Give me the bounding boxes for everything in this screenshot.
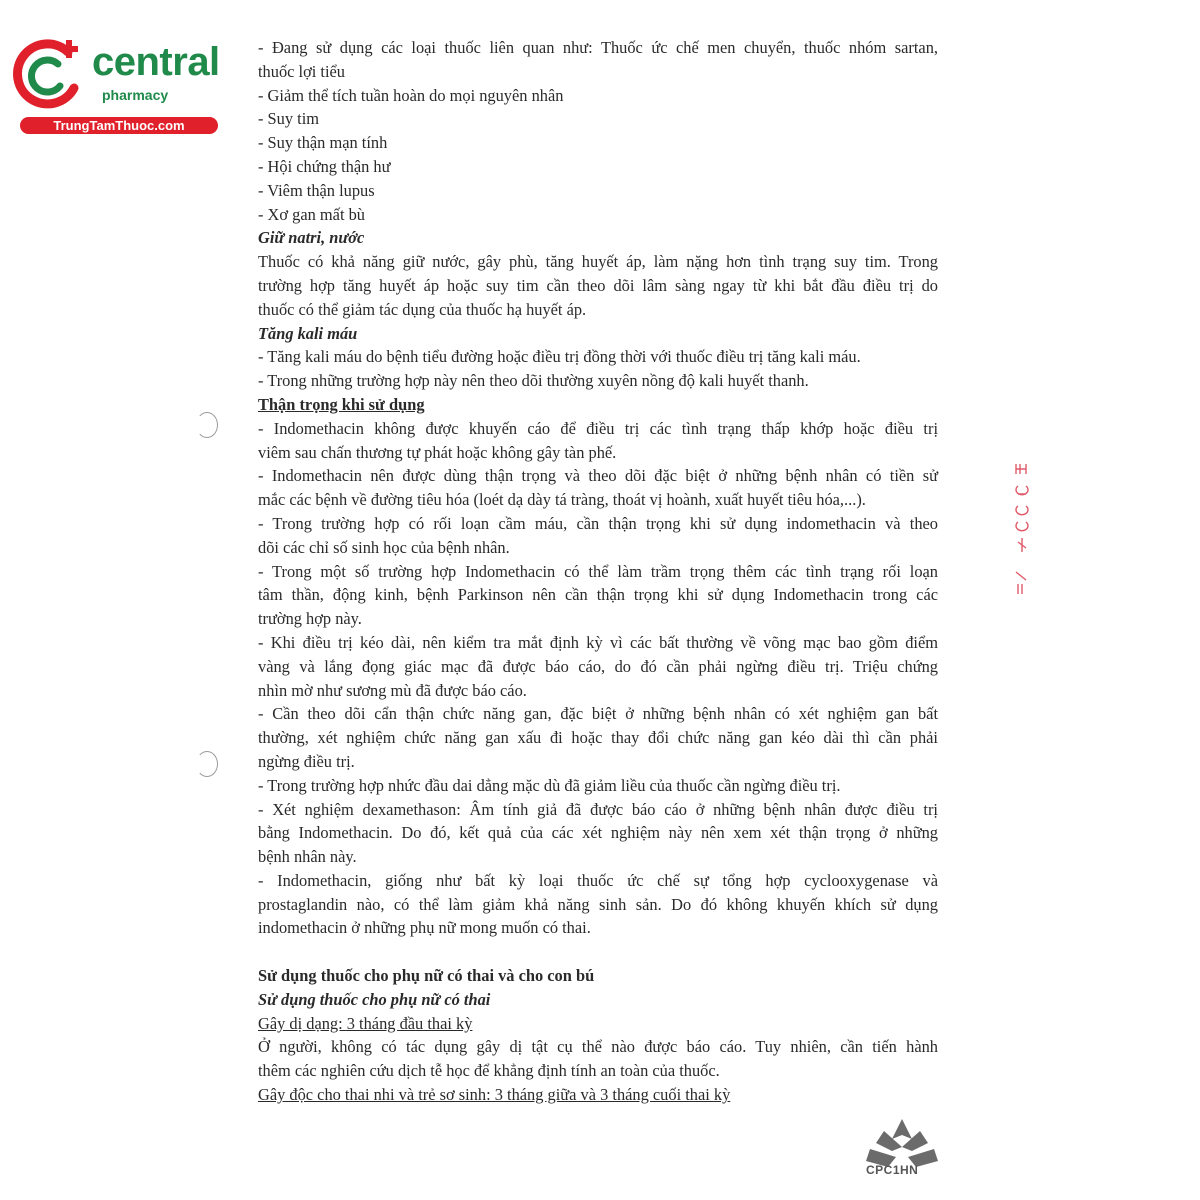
text-line: bằng Indomethacin. Do đó, kết quả của các xét nghiệm này nên xem xét thận trọng ở những — [258, 823, 938, 843]
logo-website: TrungTamThuoc.com — [20, 117, 218, 134]
text-line: - Indomethacin nên được dùng thận trọng và theo dõi đặc biệt ở những bệnh nhân có tiền sử — [258, 466, 938, 486]
pharmacy-logo-icon — [10, 38, 90, 113]
text-line: indomethacin ở những phụ nữ mong muốn có thai. — [258, 918, 591, 938]
text-line: bệnh nhân này. — [258, 847, 357, 867]
subheading-hyperkalemia: Tăng kali máu — [258, 323, 358, 343]
text-line: - Trong trường hợp nhức đầu dai dẳng mặc dù đã giảm liều của thuốc cần ngừng điều trị. — [258, 775, 841, 795]
text-line: - Tăng kali máu do bệnh tiểu đường hoặc điều trị đồng thời với thuốc điều trị tăng kali máu. — [258, 347, 861, 367]
text-line: Thuốc có khả năng giữ nước, gây phù, tăng huyết áp, làm nặng hơn tình trạng suy tim. Trong — [258, 252, 938, 272]
text-line: prostaglandin nào, có thể làm giảm khả năng sinh sản. Do đó không khuyến khích sử dụng — [258, 894, 938, 914]
text-line: tâm thần, động kinh, bệnh Parkinson nên cần thận trọng khi sử dụng Indomethacin trong các — [258, 585, 938, 605]
text-line: mắc các bệnh về đường tiêu hóa (loét dạ dày tá tràng, thoát vị hoành, xuất huyết tiêu hóa,...). — [258, 490, 866, 510]
text-line: viêm sau chấn thương tự phát hoặc không gây tàn phế. — [258, 442, 617, 462]
text-line: - Indomethacin không được khuyến cáo để điều trị các tình trạng thấp khớp hoặc điều trị — [258, 418, 938, 438]
subheading-malformation: Gây dị dạng: 3 tháng đầu thai kỳ — [258, 1013, 473, 1033]
text-line: dõi các chỉ số sinh học của bệnh nhân. — [258, 537, 510, 557]
subheading-fetal-toxicity: Gây độc cho thai nhi và trẻ sơ sinh: 3 tháng giữa và 3 tháng cuối thai kỳ — [258, 1085, 731, 1105]
text-line: nhìn mờ như sương mù đã được báo cáo. — [258, 680, 527, 700]
text-line: - Suy tim — [258, 109, 320, 129]
text-line: - Khi điều trị kéo dài, nên kiểm tra mắt định kỳ vì các bất thường về võng mạc bao gồm điểm — [258, 632, 938, 652]
text-line: thường, xét nghiệm chức năng gan xấu đi hoặc thay đổi chức năng gan kéo dài thì cần phải — [258, 728, 938, 748]
text-line: - Trong một số trường hợp Indomethacin có thể làm trầm trọng thêm các tình trạng rối loạn — [258, 561, 938, 581]
heading-precautions: Thận trọng khi sử dụng — [258, 394, 425, 414]
text-line: - Viêm thận lupus — [258, 180, 375, 200]
text-line: - Xét nghiệm dexamethason: Âm tính giả đã được báo cáo ở những bệnh nhân được điều trị — [258, 799, 938, 819]
text-line: thuốc lợi tiểu — [258, 61, 345, 81]
text-line: - Indomethacin, giống như bất kỳ loại thuốc ức chế sự tổng hợp cyclooxygenase và — [258, 870, 938, 890]
text-line: trường hợp này. — [258, 609, 362, 629]
red-stamp-mark — [1010, 460, 1038, 620]
punch-hole — [196, 412, 218, 438]
text-line: Ở người, không có tác dụng gây dị tật cụ thể nào được báo cáo. Tuy nhiên, cần tiến hành — [258, 1037, 938, 1057]
document-body — [258, 36, 938, 1107]
footer-logo-text: CPC1HN — [866, 1163, 919, 1177]
text-line: - Hội chứng thận hư — [258, 156, 391, 176]
subheading-water-sodium: Giữ natri, nước — [258, 228, 365, 248]
text-line: vàng và lắng đọng giác mạc đã được báo cáo, do đó cần phải ngừng điều trị. Triệu chứng — [258, 656, 938, 676]
text-line: trường hợp tăng huyết áp hoặc suy tim cần theo dõi lâm sàng ngay từ khi bắt đầu điều trị do — [258, 275, 938, 295]
text-line: thuốc có thể giảm tác dụng của thuốc hạ huyết áp. — [258, 299, 587, 319]
text-line: - Trong những trường hợp này nên theo dõi thường xuyên nồng độ kali huyết thanh. — [258, 371, 809, 391]
text-line: - Trong trường hợp có rối loạn cầm máu, cần thận trọng khi sử dụng indomethacin và theo — [258, 513, 938, 533]
spacer — [258, 940, 938, 964]
punch-hole — [196, 751, 218, 777]
text-line: - Suy thận mạn tính — [258, 133, 388, 153]
text-line: - Xơ gan mất bù — [258, 204, 365, 224]
central-pharmacy-logo — [10, 38, 220, 138]
logo-subtitle: pharmacy — [102, 87, 169, 103]
text-line: - Cần theo dõi cẩn thận chức năng gan, đặc biệt ở những bệnh nhân có xét nghiệm gan bất — [258, 704, 938, 724]
text-line: thêm các nghiên cứu dịch tễ học để khẳng định tính an toàn của thuốc. — [258, 1061, 720, 1081]
subheading-pregnancy: Sử dụng thuốc cho phụ nữ có thai — [258, 989, 491, 1009]
text-line: - Giảm thể tích tuần hoàn do mọi nguyên nhân — [258, 85, 564, 105]
text-line: - Đang sử dụng các loại thuốc liên quan như: Thuốc ức chế men chuyển, thuốc nhóm sartan, — [258, 38, 938, 57]
heading-pregnancy-lactation: Sử dụng thuốc cho phụ nữ có thai và cho con bú — [258, 966, 595, 986]
text-line: ngừng điều trị. — [258, 751, 355, 771]
logo-name: central — [92, 40, 220, 84]
